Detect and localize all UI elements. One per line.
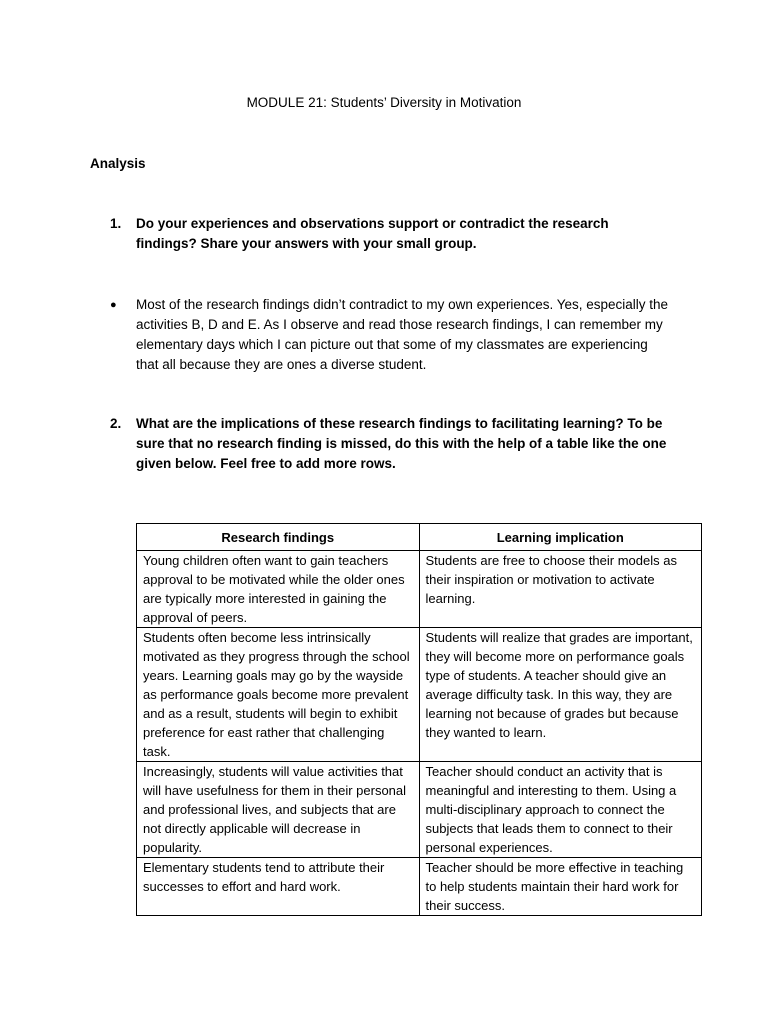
table-row: [137, 858, 702, 916]
question-1: [110, 214, 670, 254]
answer-1: [110, 295, 670, 375]
finding-cell: Young children often want to gain teachers approval to be motivated while the older ones are typically more interested in gaining the approval of peers.: [137, 551, 420, 628]
header-research-findings: Research findings: [137, 524, 420, 551]
table-row: [137, 762, 702, 858]
findings-table: [136, 523, 702, 916]
finding-cell: Increasingly, students will value activities that will have usefulness for them in their personal and professional lives, and subjects that are not directly applicable will decrease in popularity.: [137, 762, 420, 858]
header-learning-implication: Learning implication: [419, 524, 702, 551]
finding-cell: Students often become less intrinsically motivated as they progress through the school years. Learning goals may go by the wayside as performance goals become more prevalent and as a result, students will begin to exhibit preference for east rather that challenging task.: [137, 628, 420, 762]
bullet-icon: ●: [110, 299, 117, 311]
table-row: [137, 628, 702, 762]
implication-cell: Students are free to choose their models as their inspiration or motivation to activate learning.: [419, 551, 702, 628]
finding-cell: Elementary students tend to attribute their successes to effort and hard work.: [137, 858, 420, 916]
question-1-number: 1.: [110, 216, 122, 231]
section-heading: Analysis: [90, 156, 146, 171]
question-2-number: 2.: [110, 416, 122, 431]
implication-cell: Teacher should be more effective in teaching to help students maintain their hard work for their success.: [419, 858, 702, 916]
table-row: [137, 551, 702, 628]
question-1-text: Do your experiences and observations support or contradict the research findings? Share your answers with your small group.: [136, 216, 609, 251]
question-2: [110, 414, 670, 474]
document-title: MODULE 21: Students’ Diversity in Motivation: [246, 95, 522, 110]
implication-cell: Students will realize that grades are important, they will become more on performance goals type of students. A teacher should give an average difficulty task. In this way, they are learning not because of grades but because they wanted to learn.: [419, 628, 702, 762]
implication-cell: Teacher should conduct an activity that is meaningful and interesting to them. Using a multi-disciplinary approach to connect the subjects that leads them to connect to their personal experiences.: [419, 762, 702, 858]
answer-1-text: Most of the research findings didn’t contradict to my own experiences. Yes, especially the activities B, D and E. As I observe and read those research findings, I can remember my elementary days which I can picture out that some of my classmates are experiencing that all because they are ones a diverse student.: [136, 297, 669, 372]
question-2-text: What are the implications of these research findings to facilitating learning? To be sure that no research finding is missed, do this with the help of a table like the one given below. Feel free to add more rows.: [136, 416, 667, 471]
table-header-row: [137, 524, 702, 551]
